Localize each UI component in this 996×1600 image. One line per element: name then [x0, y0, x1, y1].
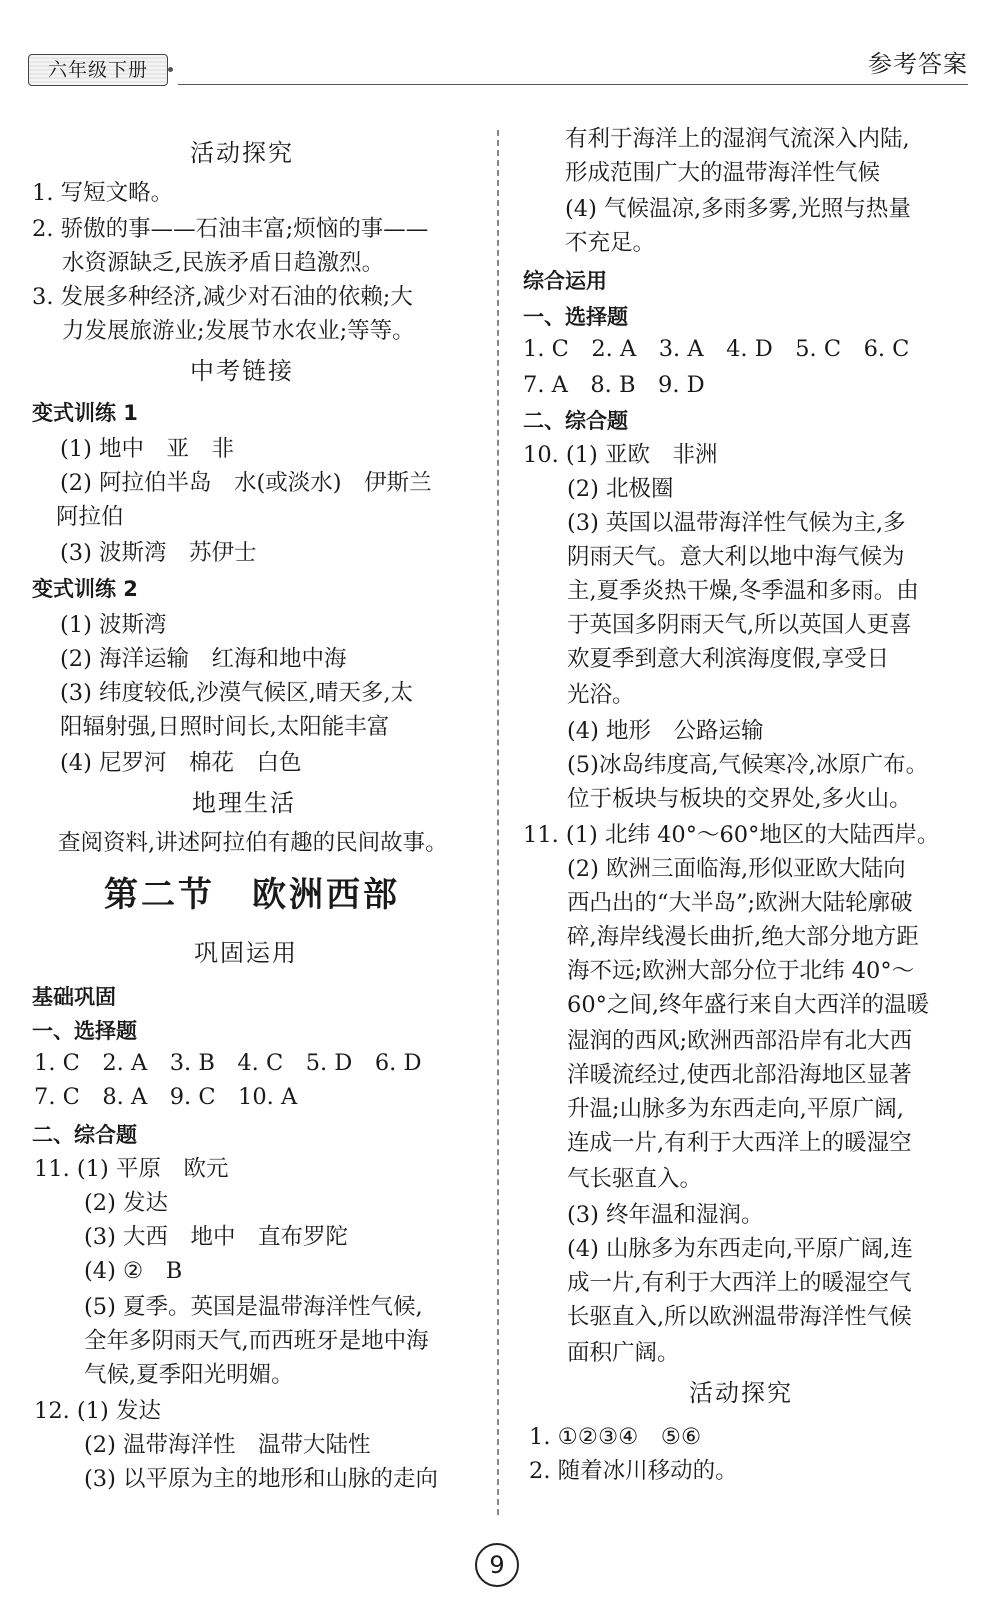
answer-line: 10. (1) 亚欧 非洲 — [523, 442, 718, 468]
answer-line: (3) 波斯湾 苏伊士 — [60, 540, 257, 566]
answer-line: 7. A 8. B 9. D — [523, 372, 705, 398]
answer-line: (4) ② B — [84, 1258, 183, 1284]
answer-line: (3) 以平原为主的地形和山脉的走向 — [84, 1466, 439, 1492]
activity-title: 活动探究 — [689, 1379, 793, 1407]
comprehensive-title: 二、综合题 — [32, 1123, 137, 1147]
drill-2-title: 变式训练 2 — [32, 577, 138, 601]
exam-link-title: 中考链接 — [190, 357, 294, 385]
consolidate-title: 巩固运用 — [194, 939, 298, 967]
answer-line: 洋暖流经过,使西北部沿海地区显著 — [567, 1062, 912, 1088]
answer-line: 力发展旅游业;发展节水农业;等等。 — [62, 318, 415, 344]
answer-line: 阳辐射强,日照时间长,太阳能丰富 — [60, 714, 390, 740]
answer-line: (5)冰岛纬度高,气候寒冷,冰原广布。 — [567, 752, 929, 778]
answer-line: (3) 大西 地中 直布罗陀 — [84, 1224, 349, 1250]
answer-line: 1. C 2. A 3. B 4. C 5. D 6. D — [34, 1050, 422, 1076]
choice-title: 一、选择题 — [523, 305, 628, 329]
answer-label: 参考答案 — [868, 50, 968, 78]
header-dot — [168, 67, 173, 72]
grade-tag: 六年级下册 — [28, 54, 168, 86]
answer-line: 成一片,有利于大西洋上的暖湿空气 — [567, 1270, 912, 1296]
answer-line: (2) 温带海洋性 温带大陆性 — [84, 1432, 371, 1458]
answer-line: (4) 山脉多为东西走向,平原广阔,连 — [567, 1236, 913, 1262]
drill-1-title: 变式训练 1 — [32, 401, 138, 425]
answer-line: 连成一片,有利于大西洋上的暖湿空 — [567, 1130, 912, 1156]
activity-title: 活动探究 — [190, 139, 294, 167]
answer-line: 碎,海岸线漫长曲折,绝大部分地方距 — [567, 924, 919, 950]
answer-line: (2) 发达 — [84, 1190, 169, 1216]
answer-line: (2) 阿拉伯半岛 水(或淡水) 伊斯兰 — [60, 470, 432, 496]
answer-line: 2. 随着冰川移动的。 — [529, 1458, 738, 1484]
answer-line: 位于板块与板块的交界处,多火山。 — [567, 786, 912, 812]
answer-line: 2. 骄傲的事——石油丰富;烦恼的事—— — [32, 216, 429, 242]
answer-line: (3) 终年温和湿润。 — [567, 1202, 764, 1228]
answer-line: 于英国多阴雨天气,所以英国人更喜 — [567, 612, 912, 638]
answer-line: 阴雨天气。意大利以地中海气候为 — [567, 544, 905, 570]
section-title: 第二节 欧洲西部 — [104, 875, 400, 915]
answer-line: 主,夏季炎热干燥,冬季温和多雨。由 — [567, 578, 919, 604]
answer-line: 12. (1) 发达 — [34, 1398, 161, 1424]
answer-line: 湿润的西风;欧洲西部沿岸有北大西 — [567, 1028, 913, 1054]
answer-line: 气长驱直入。 — [567, 1166, 703, 1192]
header-rule — [178, 84, 968, 85]
choice-title: 一、选择题 — [32, 1019, 137, 1043]
answer-line: 不充足。 — [565, 230, 656, 256]
life-title: 地理生活 — [192, 789, 296, 817]
answer-line: 有利于海洋上的湿润气流深入内陆, — [565, 126, 910, 152]
answer-line: (2) 北极圈 — [567, 476, 674, 502]
answer-line: 气候,夏季阳光明媚。 — [84, 1362, 294, 1388]
answer-line: (4) 地形 公路运输 — [567, 718, 764, 744]
answer-line: 1. C 2. A 3. A 4. D 5. C 6. C — [523, 336, 910, 362]
apply-title: 综合运用 — [523, 269, 607, 293]
answer-line: 海不远;欧洲大部分位于北纬 40°～ — [567, 958, 915, 984]
answer-line: 升温;山脉多为东西走向,平原广阔, — [567, 1096, 904, 1122]
answer-line: (3) 纬度较低,沙漠气候区,晴天多,太 — [60, 680, 413, 706]
answer-line: (2) 欧洲三面临海,形似亚欧大陆向 — [567, 856, 906, 882]
answer-line: 查阅资料,讲述阿拉伯有趣的民间故事。 — [58, 830, 448, 856]
answer-line: (4) 气候温凉,多雨多雾,光照与热量 — [565, 196, 911, 222]
page-number: 9 — [475, 1543, 519, 1587]
answer-line: 7. C 8. A 9. C 10. A — [34, 1084, 298, 1110]
answer-line: (1) 地中 亚 非 — [60, 436, 235, 462]
answer-line: 1. 写短文略。 — [32, 180, 174, 206]
answer-line: (3) 英国以温带海洋性气候为主,多 — [567, 510, 906, 536]
answer-line: 长驱直入,所以欧洲温带海洋性气候 — [567, 1304, 912, 1330]
comprehensive-title: 二、综合题 — [523, 409, 628, 433]
answer-line: 11. (1) 北纬 40°～60°地区的大陆西岸。 — [523, 822, 940, 848]
answer-line: 阿拉伯 — [56, 504, 124, 530]
answer-line: (5) 夏季。英国是温带海洋性气候, — [84, 1294, 423, 1320]
answer-line: 60°之间,终年盛行来自大西洋的温暖 — [567, 992, 930, 1018]
answer-line: (1) 波斯湾 — [60, 612, 167, 638]
answer-line: 3. 发展多种经济,减少对石油的依赖;大 — [32, 284, 413, 310]
answer-line: 欢夏季到意大利滨海度假,享受日 — [567, 646, 890, 672]
basic-title: 基础巩固 — [32, 985, 116, 1009]
answer-line: 西凸出的“大半岛”;欧洲大陆轮廓破 — [567, 890, 913, 916]
answer-line: 1. ①②③④ ⑤⑥ — [529, 1424, 702, 1450]
answer-line: 水资源缺乏,民族矛盾日趋激烈。 — [62, 250, 385, 276]
answer-line: 面积广阔。 — [567, 1340, 680, 1366]
column-divider — [497, 130, 499, 1515]
answer-line: 11. (1) 平原 欧元 — [34, 1156, 229, 1182]
answer-line: 光浴。 — [567, 682, 635, 708]
answer-line: (4) 尼罗河 棉花 白色 — [60, 750, 302, 776]
answer-line: (2) 海洋运输 红海和地中海 — [60, 646, 347, 672]
answer-line: 形成范围广大的温带海洋性气候 — [565, 160, 881, 186]
answer-line: 全年多阴雨天气,而西班牙是地中海 — [84, 1328, 429, 1354]
